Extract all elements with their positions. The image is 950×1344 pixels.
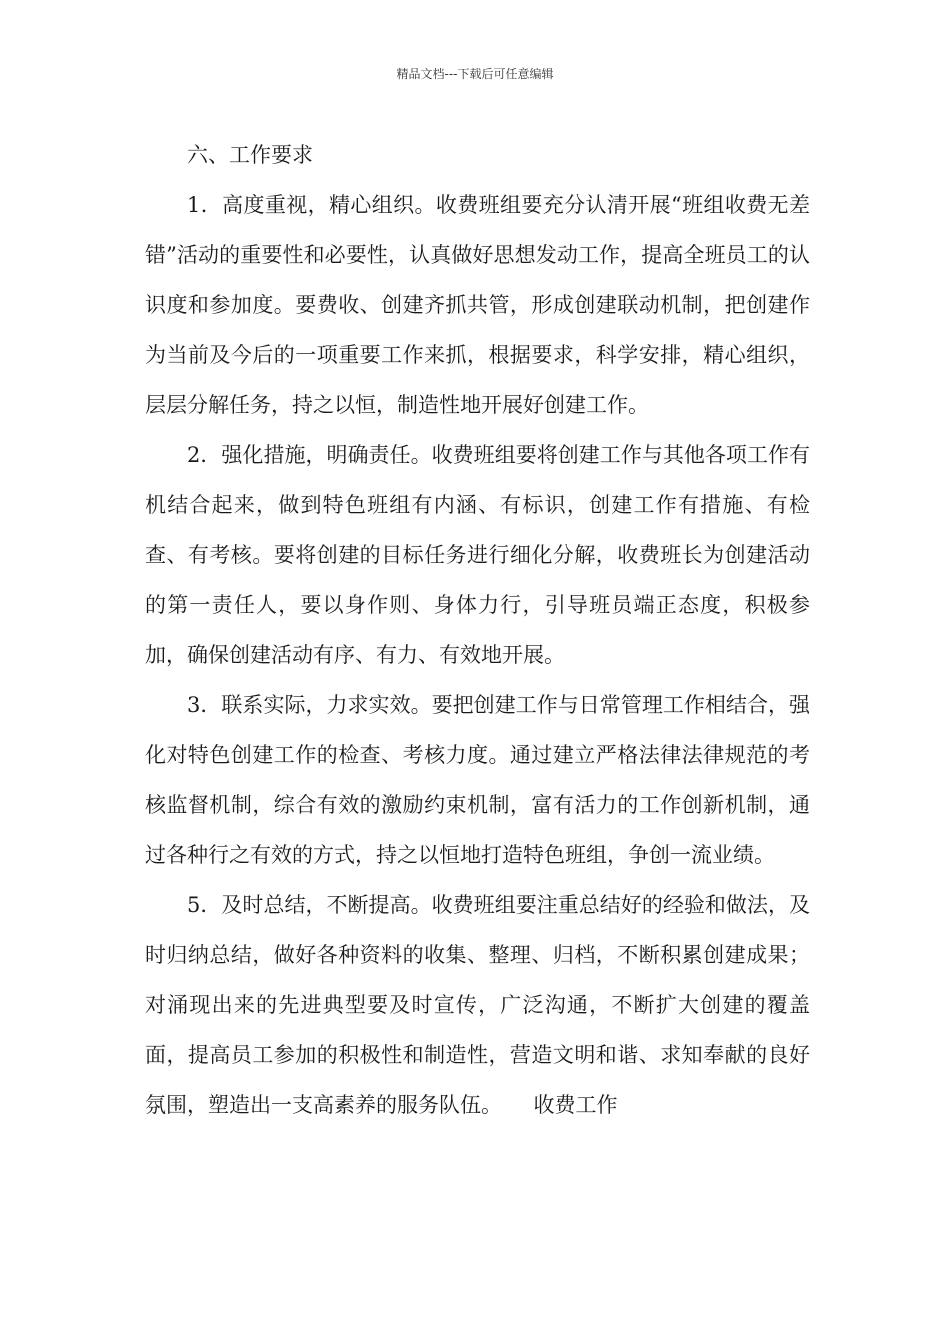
paragraph-5: 5．及时总结，不断提高。收费班组要注重总结好的经验和做法，及时归纳总结，做好各种资料的收集、整理、归档，不断积累创建成果；对涌现出来的先进典型要及时宣传，广泛沟通，不断扩大创建的覆盖面，提高员工参加的积极性和制造性，营造文明和谐、求知奉献的良好氛围，塑造出一支高素养的服务队伍。 收费工作	[145, 893, 810, 1117]
paragraph-2: 2．强化措施，明确责任。收费班组要将创建工作与其他各项工作有机结合起来，做到特色班组有内涵、有标识，创建工作有措施、有检查、有考核。要将创建的目标任务进行细化分解，收费班长为创建活动的第一责任人，要以身作则、身体力行，引导班员端正态度，积极参加，确保创建活动有序、有力、有效地开展。	[145, 443, 810, 667]
paragraph-3: 3．联系实际，力求实效。要把创建工作与日常管理工作相结合，强化对特色创建工作的检查、考核力度。通过建立严格法律法律规范的考核监督机制，综合有效的激励约束机制，富有活力的工作创新机制，通过各种行之有效的方式，持之以恒地打造特色班组，争创一流业绩。	[145, 693, 810, 867]
section-heading: 六、工作要求	[187, 143, 313, 167]
document-body	[145, 130, 810, 1130]
page-header: 精品文档---下载后可任意编辑	[396, 67, 554, 81]
paragraph-1: 1．高度重视，精心组织。收费班组要充分认清开展“班组收费无差错”活动的重要性和必要性，认真做好思想发动工作，提高全班员工的认识度和参加度。要费收、创建齐抓共管，形成创建联动机制，把创建作为当前及今后的一项重要工作来抓，根据要求，科学安排，精心组织，层层分解任务，持之以恒，制造性地开展好创建工作。	[145, 193, 810, 417]
